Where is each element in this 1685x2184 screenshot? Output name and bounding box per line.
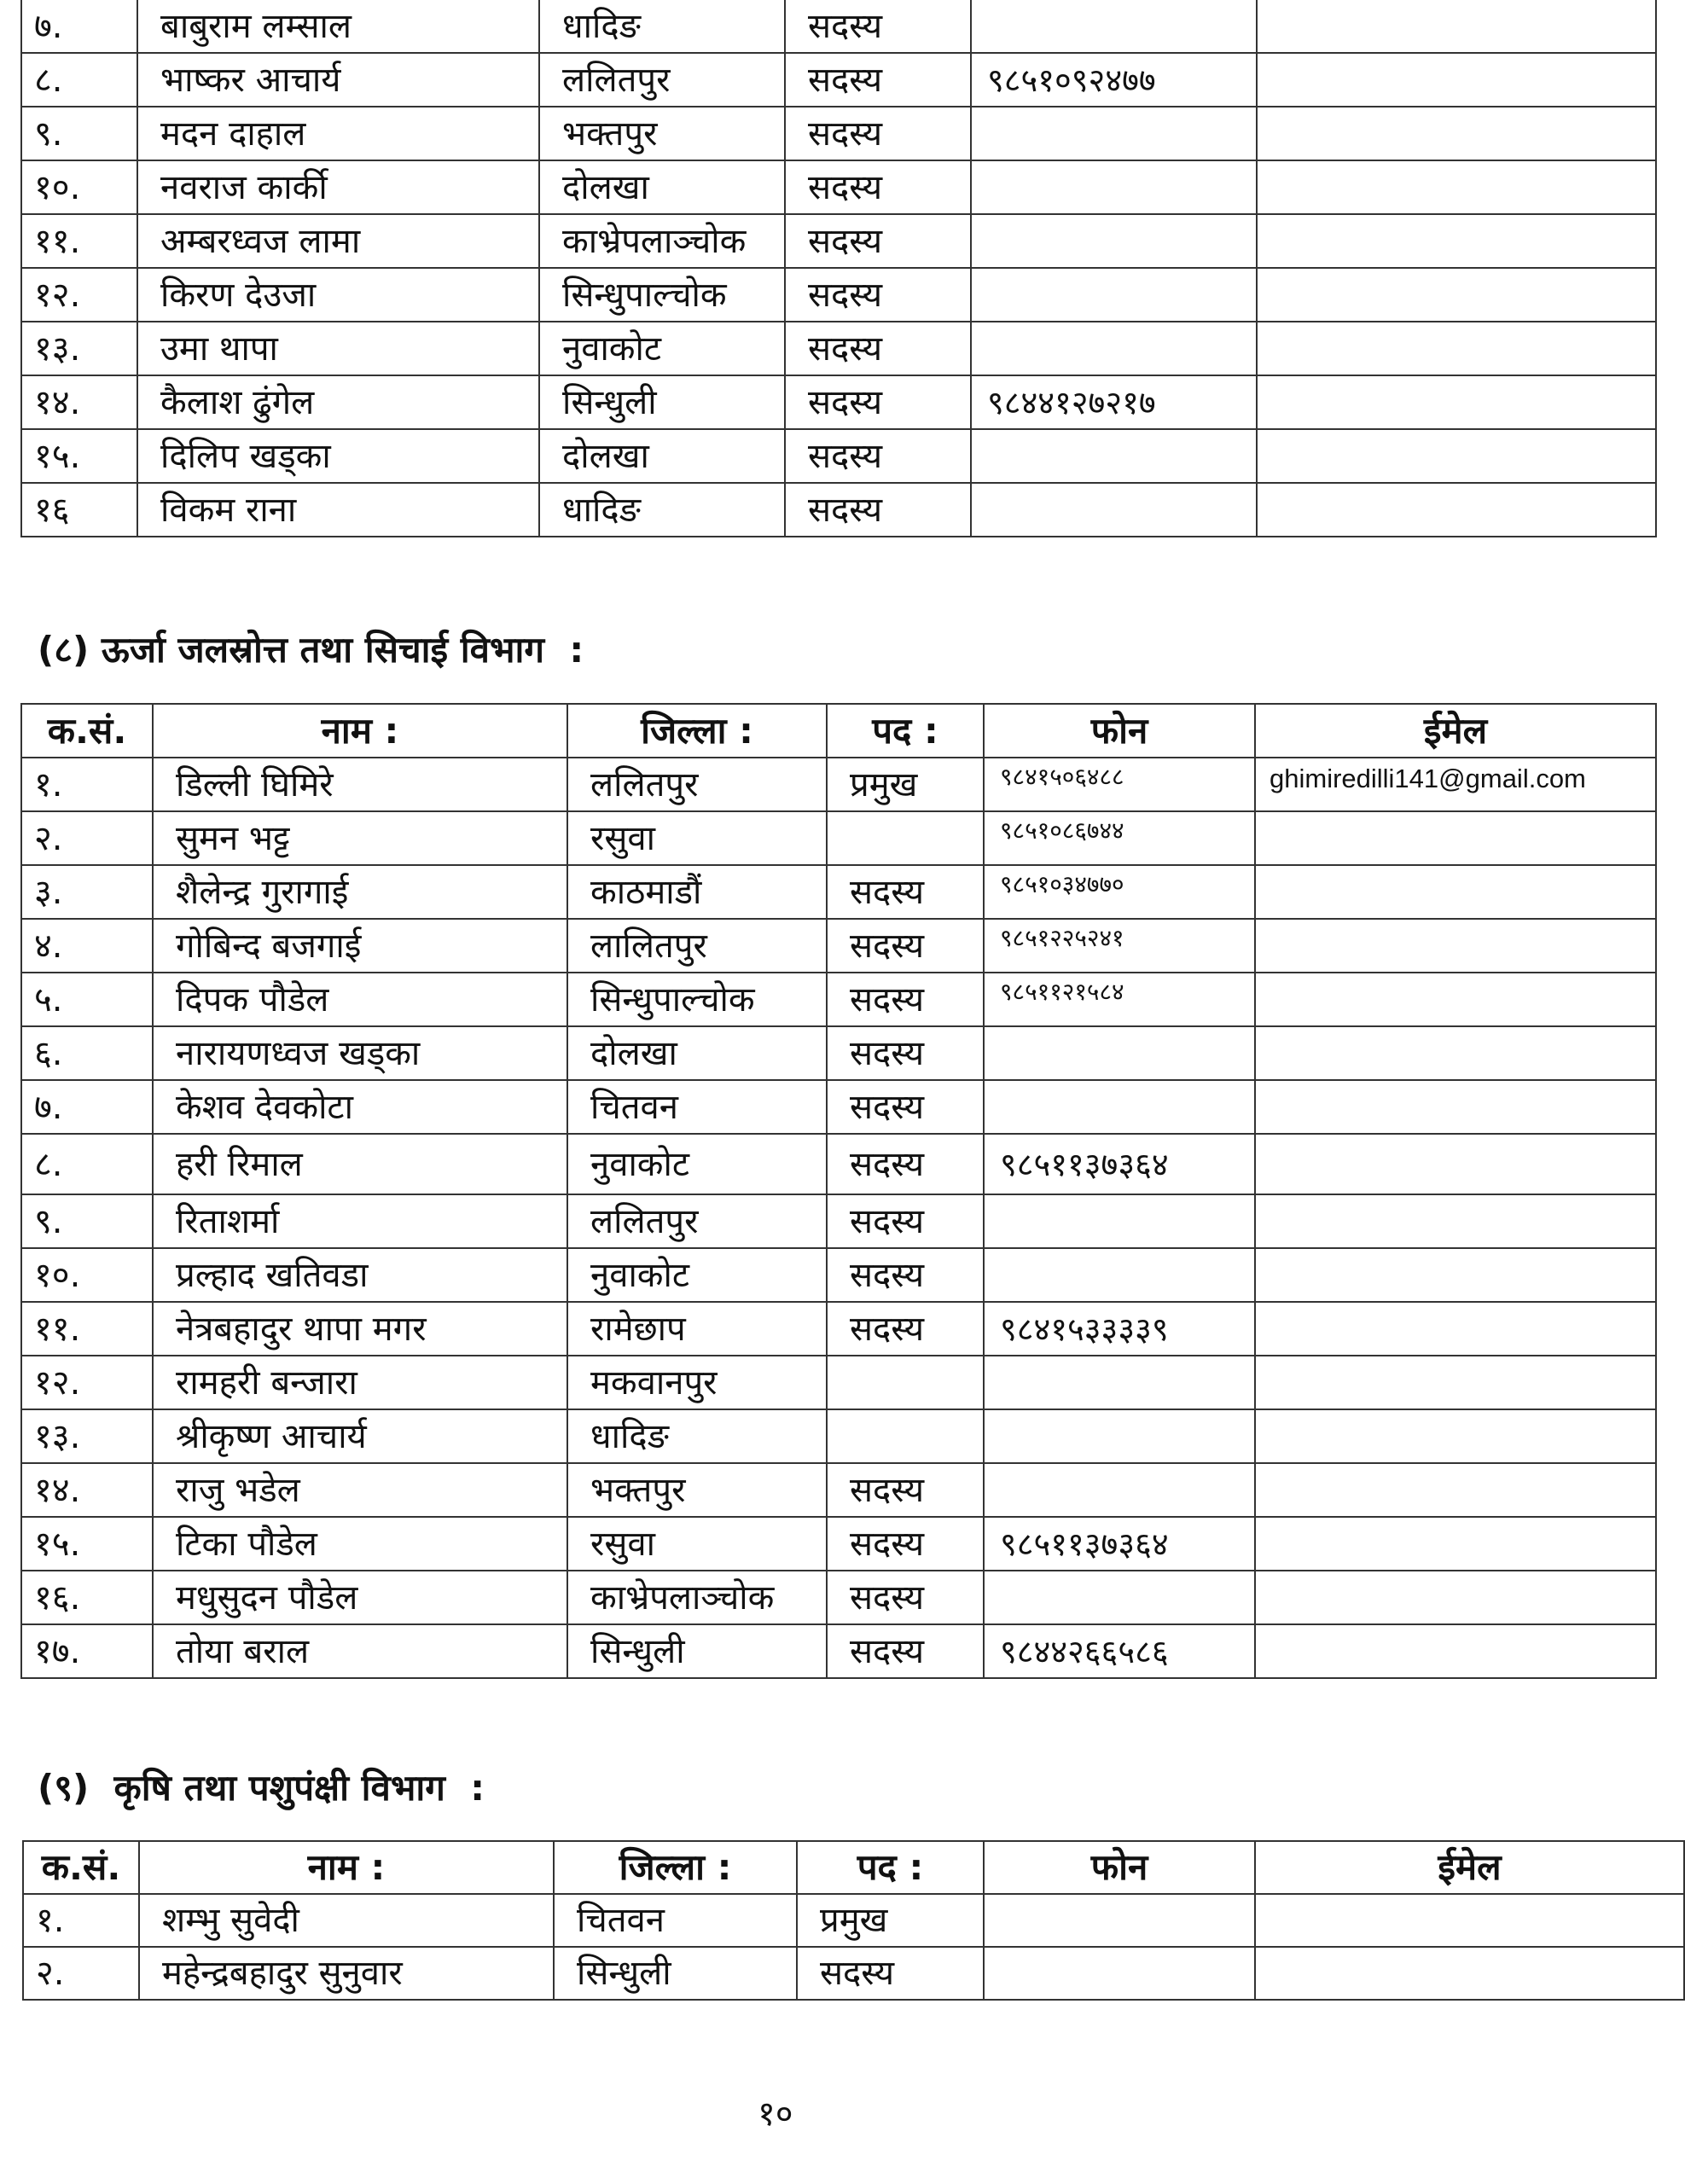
serial-number-cell: ३.: [21, 865, 153, 919]
phone-cell: [971, 483, 1257, 537]
email-cell: [1257, 375, 1656, 429]
name-cell: डिल्ली घिमिरे: [153, 758, 567, 811]
district-cell: रसुवा: [567, 1517, 827, 1571]
serial-number-cell: १०.: [21, 1248, 153, 1302]
name-cell: महेन्द्रबहादुर सुनुवार: [139, 1947, 554, 2000]
header-email: ईमेल: [1255, 1841, 1684, 1894]
post-cell: सदस्य: [827, 1624, 984, 1678]
table-row: [21, 1517, 1656, 1571]
district-cell: ललितपुर: [539, 53, 785, 107]
post-cell: सदस्य: [827, 865, 984, 919]
table-row: [21, 1463, 1656, 1517]
phone-cell: ९८४१५३३३३९: [984, 1302, 1255, 1356]
serial-number-cell: १३.: [21, 1409, 153, 1463]
name-cell: किरण देउजा: [137, 268, 539, 322]
header-phone: फोन: [984, 704, 1255, 758]
district-cell: सिन्धुली: [554, 1947, 797, 2000]
district-cell: ललितपुर: [567, 758, 827, 811]
district-cell: नुवाकोट: [567, 1134, 827, 1194]
table-row: [21, 919, 1656, 973]
table-row: [21, 811, 1656, 865]
district-cell: लालितपुर: [567, 919, 827, 973]
post-cell: सदस्य: [827, 1302, 984, 1356]
email-cell: [1257, 160, 1656, 214]
phone-cell: [984, 1463, 1255, 1517]
name-cell: भाष्कर आचार्य: [137, 53, 539, 107]
header-district: जिल्ला :: [567, 704, 827, 758]
header-post: पद :: [797, 1841, 984, 1894]
table-row: [21, 758, 1656, 811]
serial-number-cell: १७.: [21, 1624, 153, 1678]
post-cell: सदस्य: [827, 1194, 984, 1248]
name-cell: कैलाश ढुंगेल: [137, 375, 539, 429]
name-cell: विकम राना: [137, 483, 539, 537]
post-cell: सदस्य: [785, 429, 971, 483]
serial-number-cell: १.: [23, 1894, 139, 1947]
page-number: १०: [758, 2094, 793, 2134]
name-cell: हरी रिमाल: [153, 1134, 567, 1194]
section-heading-agriculture-livestock: (९) कृषि तथा पशुपंक्षी विभाग :: [38, 1767, 485, 1809]
phone-cell: ९८५१०३४७७०: [984, 865, 1255, 919]
table-row: [21, 53, 1656, 107]
email-cell: [1255, 811, 1656, 865]
email-cell: [1255, 1517, 1656, 1571]
post-cell: [827, 1356, 984, 1409]
serial-number-cell: १२.: [21, 268, 137, 322]
phone-cell: ९८५११३७३६४: [984, 1134, 1255, 1194]
serial-number-cell: ११.: [21, 214, 137, 268]
email-cell: [1257, 268, 1656, 322]
name-cell: राजु भडेल: [153, 1463, 567, 1517]
district-cell: काभ्रेपलाञ्चोक: [539, 214, 785, 268]
serial-number-cell: १६.: [21, 1571, 153, 1624]
phone-cell: ९८५११३७३६४: [984, 1517, 1255, 1571]
table-row: [21, 107, 1656, 160]
serial-number-cell: १६: [21, 483, 137, 537]
serial-number-cell: ८.: [21, 1134, 153, 1194]
name-cell: अम्बरध्वज लामा: [137, 214, 539, 268]
phone-cell: [971, 160, 1257, 214]
header-district: जिल्ला :: [554, 1841, 797, 1894]
district-cell: नुवाकोट: [539, 322, 785, 375]
district-cell: भक्तपुर: [539, 107, 785, 160]
phone-cell: [971, 268, 1257, 322]
energy-water-irrigation-table: [20, 703, 1657, 1679]
phone-cell: ९८५१०८६७४४: [984, 811, 1255, 865]
email-cell: [1257, 483, 1656, 537]
phone-cell: ९८४१५०६४८८: [984, 758, 1255, 811]
district-cell: रसुवा: [567, 811, 827, 865]
serial-number-cell: १०.: [21, 160, 137, 214]
email-cell: [1255, 1302, 1656, 1356]
phone-cell: ९८४४१२७२१७: [971, 375, 1257, 429]
district-cell: दोलखा: [539, 429, 785, 483]
name-cell: गोबिन्द बजगाई: [153, 919, 567, 973]
name-cell: बाबुराम लम्साल: [137, 0, 539, 53]
table-row: [21, 214, 1656, 268]
phone-cell: [984, 1571, 1255, 1624]
district-cell: दोलखा: [567, 1026, 827, 1080]
post-cell: [827, 1409, 984, 1463]
email-cell: [1255, 1248, 1656, 1302]
phone-cell: [984, 1026, 1255, 1080]
district-cell: भक्तपुर: [567, 1463, 827, 1517]
email-cell: [1257, 429, 1656, 483]
phone-cell: [984, 1947, 1255, 2000]
phone-cell: [984, 1356, 1255, 1409]
name-cell: मदन दाहाल: [137, 107, 539, 160]
email-cell: [1255, 1356, 1656, 1409]
name-cell: सुमन भट्ट: [153, 811, 567, 865]
name-cell: नेत्रबहादुर थापा मगर: [153, 1302, 567, 1356]
serial-number-cell: ७.: [21, 0, 137, 53]
district-cell: चितवन: [567, 1080, 827, 1134]
table-header-row: [21, 704, 1656, 758]
table-row: [21, 1194, 1656, 1248]
district-cell: सिन्धुली: [539, 375, 785, 429]
district-cell: धादिङ: [539, 483, 785, 537]
district-cell: सिन्धुपाल्चोक: [539, 268, 785, 322]
email-cell: [1255, 865, 1656, 919]
district-cell: नुवाकोट: [567, 1248, 827, 1302]
post-cell: सदस्य: [785, 0, 971, 53]
header-name: नाम :: [139, 1841, 554, 1894]
post-cell: सदस्य: [797, 1947, 984, 2000]
serial-number-cell: ७.: [21, 1080, 153, 1134]
post-cell: सदस्य: [785, 107, 971, 160]
name-cell: शैलेन्द्र गुरागाई: [153, 865, 567, 919]
agriculture-livestock-table: [22, 1840, 1685, 2001]
table-row: [21, 322, 1656, 375]
email-cell: [1257, 214, 1656, 268]
serial-number-cell: १४.: [21, 375, 137, 429]
district-cell: रामेछाप: [567, 1302, 827, 1356]
name-cell: नारायणध्वज खड्का: [153, 1026, 567, 1080]
header-phone: फोन: [984, 1841, 1255, 1894]
serial-number-cell: ५.: [21, 973, 153, 1026]
email-cell: [1255, 1080, 1656, 1134]
serial-number-cell: ११.: [21, 1302, 153, 1356]
post-cell: सदस्य: [827, 1517, 984, 1571]
phone-cell: [984, 1894, 1255, 1947]
phone-cell: [971, 429, 1257, 483]
post-cell: सदस्य: [827, 1134, 984, 1194]
name-cell: शम्भु सुवेदी: [139, 1894, 554, 1947]
district-cell: धादिङ: [567, 1409, 827, 1463]
district-cell: धादिङ: [539, 0, 785, 53]
email-cell: [1255, 973, 1656, 1026]
post-cell: सदस्य: [827, 1026, 984, 1080]
header-post: पद :: [827, 704, 984, 758]
table-row: [21, 429, 1656, 483]
name-cell: उमा थापा: [137, 322, 539, 375]
phone-cell: [984, 1409, 1255, 1463]
table-header-row: [23, 1841, 1684, 1894]
name-cell: तोया बराल: [153, 1624, 567, 1678]
email-cell: [1255, 1463, 1656, 1517]
email-cell: [1255, 919, 1656, 973]
serial-number-cell: ६.: [21, 1026, 153, 1080]
name-cell: रामहरी बन्जारा: [153, 1356, 567, 1409]
post-cell: सदस्य: [827, 1080, 984, 1134]
phone-cell: [984, 1248, 1255, 1302]
name-cell: श्रीकृष्ण आचार्य: [153, 1409, 567, 1463]
name-cell: केशव देवकोटा: [153, 1080, 567, 1134]
name-cell: नवराज कार्की: [137, 160, 539, 214]
email-cell: [1255, 1026, 1656, 1080]
phone-cell: [984, 1080, 1255, 1134]
district-cell: काभ्रेपलाञ्चोक: [567, 1571, 827, 1624]
email-cell: [1257, 107, 1656, 160]
serial-number-cell: २.: [23, 1947, 139, 2000]
post-cell: सदस्य: [785, 268, 971, 322]
header-serial-number: क.सं.: [21, 704, 153, 758]
email-cell: [1255, 1194, 1656, 1248]
district-cell: मकवानपुर: [567, 1356, 827, 1409]
name-cell: दिपक पौडेल: [153, 973, 567, 1026]
phone-cell: [971, 214, 1257, 268]
district-cell: चितवन: [554, 1894, 797, 1947]
serial-number-cell: ४.: [21, 919, 153, 973]
table-row: [21, 973, 1656, 1026]
post-cell: सदस्य: [827, 973, 984, 1026]
serial-number-cell: ९.: [21, 1194, 153, 1248]
district-cell: दोलखा: [539, 160, 785, 214]
serial-number-cell: १२.: [21, 1356, 153, 1409]
serial-number-cell: ८.: [21, 53, 137, 107]
header-name: नाम :: [153, 704, 567, 758]
table-row: [21, 1302, 1656, 1356]
email-cell: [1255, 1624, 1656, 1678]
district-cell: सिन्धुपाल्चोक: [567, 973, 827, 1026]
table-row: [21, 160, 1656, 214]
phone-cell: ९८५१०९२४७७: [971, 53, 1257, 107]
email-cell: ghimiredilli141@gmail.com: [1255, 758, 1656, 811]
table-row: [23, 1947, 1684, 2000]
phone-cell: [984, 1194, 1255, 1248]
table-row: [21, 1356, 1656, 1409]
district-cell: काठमाडौं: [567, 865, 827, 919]
serial-number-cell: ९.: [21, 107, 137, 160]
email-cell: [1255, 1134, 1656, 1194]
table-row: [21, 375, 1656, 429]
name-cell: टिका पौडेल: [153, 1517, 567, 1571]
post-cell: सदस्य: [827, 1463, 984, 1517]
table-row: [21, 268, 1656, 322]
phone-cell: ९८५११२१५८४: [984, 973, 1255, 1026]
table-row: [21, 1571, 1656, 1624]
table-row: [21, 865, 1656, 919]
serial-number-cell: १३.: [21, 322, 137, 375]
phone-cell: [971, 107, 1257, 160]
phone-cell: [971, 322, 1257, 375]
post-cell: सदस्य: [827, 1248, 984, 1302]
table-row: [21, 1026, 1656, 1080]
table-row: [21, 1248, 1656, 1302]
post-cell: [827, 811, 984, 865]
post-cell: सदस्य: [827, 1571, 984, 1624]
post-cell: सदस्य: [785, 53, 971, 107]
phone-cell: ९८४४२६६५८६: [984, 1624, 1255, 1678]
serial-number-cell: १४.: [21, 1463, 153, 1517]
table-row: [21, 1409, 1656, 1463]
serial-number-cell: २.: [21, 811, 153, 865]
serial-number-cell: १५.: [21, 429, 137, 483]
section-heading-energy-water-irrigation: (८) ऊर्जा जलस्रोत्त तथा सिचाई विभाग :: [38, 629, 584, 671]
name-cell: मधुसुदन पौडेल: [153, 1571, 567, 1624]
district-cell: ललितपुर: [567, 1194, 827, 1248]
members-table-continued: [20, 0, 1657, 537]
name-cell: रिताशर्मा: [153, 1194, 567, 1248]
district-cell: सिन्धुली: [567, 1624, 827, 1678]
table-row: [21, 1080, 1656, 1134]
post-cell: सदस्य: [785, 375, 971, 429]
serial-number-cell: १.: [21, 758, 153, 811]
post-cell: सदस्य: [785, 322, 971, 375]
table-row: [23, 1894, 1684, 1947]
email-cell: [1255, 1571, 1656, 1624]
email-cell: [1255, 1409, 1656, 1463]
email-cell: [1257, 53, 1656, 107]
table-row: [21, 1134, 1656, 1194]
table-row: [21, 1624, 1656, 1678]
phone-cell: ९८५१२२५२४१: [984, 919, 1255, 973]
table-row: [21, 483, 1656, 537]
header-email: ईमेल: [1255, 704, 1656, 758]
email-cell: [1255, 1947, 1684, 2000]
phone-cell: [971, 0, 1257, 53]
post-cell: सदस्य: [827, 919, 984, 973]
post-cell: सदस्य: [785, 483, 971, 537]
post-cell: सदस्य: [785, 214, 971, 268]
post-cell: प्रमुख: [797, 1894, 984, 1947]
name-cell: प्रल्हाद खतिवडा: [153, 1248, 567, 1302]
post-cell: प्रमुख: [827, 758, 984, 811]
name-cell: दिलिप खड्का: [137, 429, 539, 483]
serial-number-cell: १५.: [21, 1517, 153, 1571]
email-cell: [1255, 1894, 1684, 1947]
post-cell: सदस्य: [785, 160, 971, 214]
table-row: [21, 0, 1656, 53]
email-cell: [1257, 0, 1656, 53]
header-serial-number: क.सं.: [23, 1841, 139, 1894]
email-cell: [1257, 322, 1656, 375]
